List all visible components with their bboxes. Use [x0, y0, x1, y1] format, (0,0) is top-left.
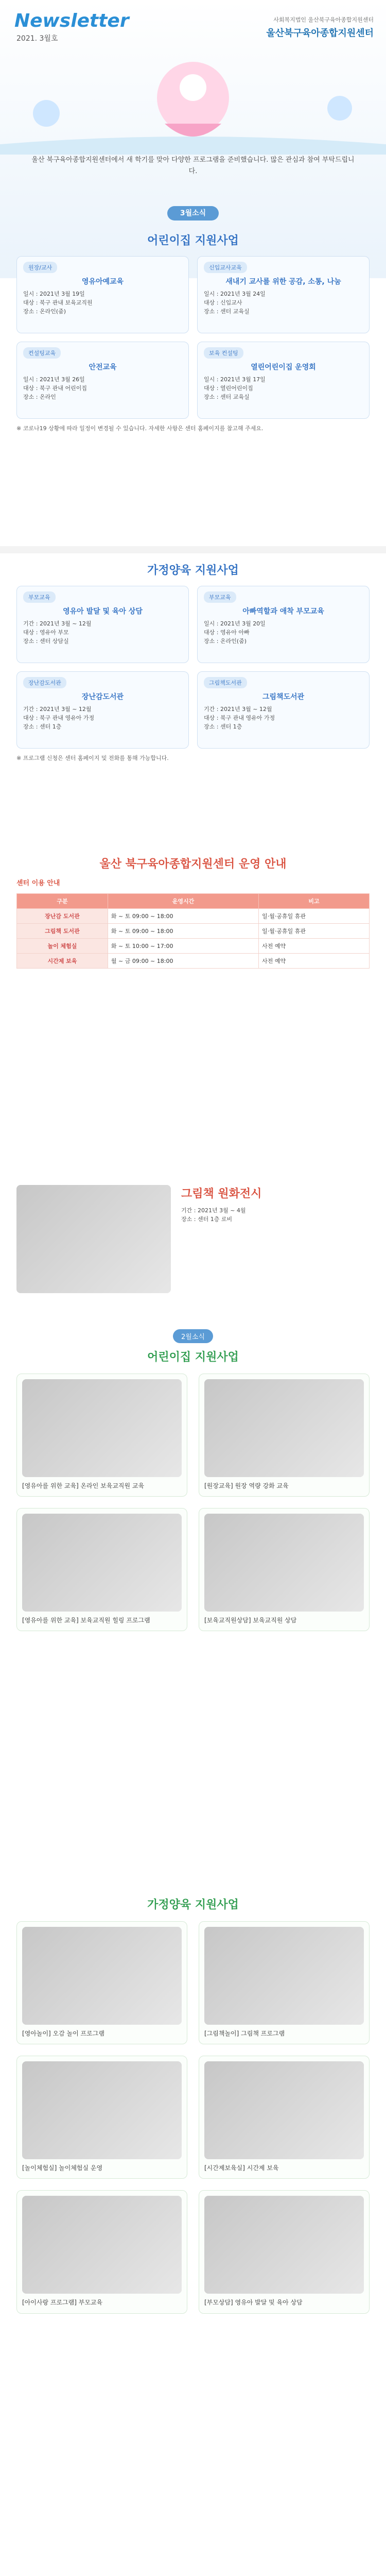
table-subtitle: 센터 이용 안내 [16, 879, 60, 887]
table-cell: 놀이 체험실 [17, 939, 108, 954]
photo-card [16, 2056, 187, 2179]
table-header: 운영시간 [108, 894, 258, 909]
table-row [17, 954, 370, 969]
section-daycare-support [0, 232, 386, 541]
org-top: 사회복지법인 울산북구육아종합지원센터 [273, 16, 374, 23]
table-cell: 일·월·공휴일 휴관 [259, 909, 370, 924]
card-line: 대상 : 영유아 부모 [23, 629, 69, 636]
program-card [16, 671, 189, 749]
card-line: 장소 : 온라인 [23, 394, 56, 401]
table-header: 비고 [259, 894, 370, 909]
program-card [197, 342, 370, 419]
photo-grid [0, 1921, 386, 2314]
card-grid [0, 586, 386, 749]
section-title: 그림책 원화전시 [181, 1188, 262, 1200]
divider [0, 546, 386, 553]
section-title: 어린이집 지원사업 [147, 1351, 239, 1364]
photo [22, 1379, 182, 1477]
card-line: 장소 : 센터 교육실 [204, 394, 250, 401]
table-cell: 화 ~ 토 09:00 ~ 18:00 [108, 924, 258, 939]
table-cell: 장난감 도서관 [17, 909, 108, 924]
section-feb-daycare [0, 1329, 386, 1875]
card-tag: 부모교육 [204, 591, 236, 603]
card-tag: 보육 컨설팅 [204, 347, 243, 359]
table-cell: 화 ~ 토 10:00 ~ 17:00 [108, 939, 258, 954]
program-card [16, 256, 189, 333]
brand-title: Newsletter [14, 10, 129, 31]
photo-caption: [부모상담] 영유아 발달 및 육아 상담 [204, 2299, 303, 2307]
card-line: 대상 : 열린어린이집 [204, 385, 253, 392]
photo [22, 1514, 182, 1612]
card-title: 새내기 교사를 위한 공감, 소통, 나눔 [225, 278, 341, 286]
table-header: 구분 [17, 894, 108, 909]
table-cell: 시간제 보육 [17, 954, 108, 969]
table-row [17, 924, 370, 939]
photo-card [16, 1374, 187, 1497]
table-row [17, 939, 370, 954]
card-line: 대상 : 북구 관내 어린이집 [23, 385, 87, 392]
section-home-care-support [0, 562, 386, 850]
section-title: 가정양육 지원사업 [147, 1899, 239, 1911]
photo [22, 1927, 182, 2025]
photo [22, 2196, 182, 2294]
photo-card [16, 2190, 187, 2313]
card-tag: 컨설팅교육 [23, 347, 61, 359]
exhibition-line: 장소 : 센터 1층 로비 [181, 1216, 233, 1223]
card-title: 영유아예교육 [81, 278, 124, 286]
card-grid [0, 256, 386, 419]
photo-card [16, 1921, 187, 2044]
card-line: 장소 : 센터 상담실 [23, 638, 69, 645]
hero-illustration [0, 52, 386, 155]
photo-caption: [시간제보육실] 시간제 보육 [204, 2164, 279, 2172]
exhibition-line: 기간 : 2021년 3월 ~ 4월 [181, 1207, 246, 1214]
card-line: 장소 : 온라인(줌) [204, 638, 247, 645]
program-card [197, 256, 370, 333]
card-tag: 신입교사교육 [204, 262, 247, 273]
card-title: 열린어린이집 운영회 [251, 363, 316, 371]
card-title: 장난감도서관 [81, 693, 124, 701]
card-line: 일시 : 2021년 3월 17일 [204, 376, 266, 383]
photo [204, 1379, 364, 1477]
card-line: 대상 : 북구 관내 보육교직원 [23, 299, 93, 307]
card-line: 장소 : 센터 교육실 [204, 308, 250, 315]
card-line: 장소 : 센터 1층 [204, 723, 242, 731]
card-tag: 그림책도서관 [204, 677, 247, 688]
intro-text: 울산 북구육아종합지원센터에서 새 학기를 맞아 다양한 프로그램을 준비했습니다. 많은 관심과 참여 부탁드립니다. [31, 156, 355, 176]
card-tag: 원장/교사 [23, 262, 57, 273]
photo-card [16, 1508, 187, 1631]
photo-caption: [보육교직원상담] 보육교직원 상담 [204, 1617, 297, 1624]
photo [204, 2061, 364, 2159]
card-line: 일시 : 2021년 3월 20일 [204, 620, 266, 627]
card-line: 장소 : 온라인(줌) [23, 308, 66, 315]
card-tag: 부모교육 [23, 591, 56, 603]
card-title: 영유아 발달 및 육아 상담 [63, 607, 143, 616]
card-title: 안전교육 [89, 363, 117, 371]
table-row [17, 909, 370, 924]
table-cell: 그림책 도서관 [17, 924, 108, 939]
month-badge: 2월소식 [173, 1329, 213, 1343]
photo-grid [0, 1374, 386, 1631]
card-title: 아빠역할과 애착 부모교육 [242, 607, 324, 616]
table-cell: 사전 예약 [259, 939, 370, 954]
section-note: ※ 코로나19 상황에 따라 일정이 변경될 수 있습니다. 자세한 사항은 센터 홈페이지를 참고해 주세요. [16, 425, 264, 432]
program-card [197, 586, 370, 663]
card-line: 대상 : 북구 관내 영유아 가정 [23, 715, 95, 722]
table-cell: 화 ~ 토 09:00 ~ 18:00 [108, 909, 258, 924]
card-line: 기간 : 2021년 3월 ~ 12월 [204, 706, 272, 713]
section-title: 울산 북구육아종합지원센터 운영 안내 [99, 858, 287, 871]
program-card [16, 586, 189, 663]
card-line: 기간 : 2021년 3월 ~ 12월 [23, 620, 92, 627]
operation-table [0, 893, 386, 969]
exhibition-photo [16, 1185, 171, 1293]
photo-caption: [영유아를 위한 교육] 온라인 보육교직원 교육 [22, 1482, 145, 1489]
photo [204, 1514, 364, 1612]
card-line: 일시 : 2021년 3월 19일 [23, 291, 85, 297]
card-line: 대상 : 신입교사 [204, 299, 242, 307]
photo-caption: [영아놀이] 오감 놀이 프로그램 [22, 2030, 104, 2037]
org-block [266, 15, 374, 39]
card-line: 일시 : 2021년 3월 24일 [204, 291, 266, 297]
photo-card [199, 1508, 370, 1631]
photo-caption: [놀이체험실] 놀이체험실 운영 [22, 2164, 103, 2172]
section-exhibition [0, 1185, 386, 1314]
section-title: 어린이집 지원사업 [147, 234, 239, 247]
photo-card [199, 2056, 370, 2179]
section-note: ※ 프로그램 신청은 센터 홈페이지 및 전화를 통해 가능합니다. [16, 755, 169, 761]
table-cell: 월 ~ 금 09:00 ~ 18:00 [108, 954, 258, 969]
card-tag: 장난감도서관 [23, 677, 66, 688]
card-line: 장소 : 센터 1층 [23, 723, 62, 731]
table-cell: 일·월·공휴일 휴관 [259, 924, 370, 939]
card-line: 대상 : 북구 관내 영유아 가정 [204, 715, 275, 722]
photo-card [199, 1921, 370, 2044]
photo [204, 2196, 364, 2294]
card-line: 기간 : 2021년 3월 ~ 12월 [23, 706, 92, 713]
issue-label: 2021. 3월호 [16, 35, 58, 43]
photo-card [199, 2190, 370, 2313]
section-operation-guide [0, 855, 386, 1175]
photo-caption: [그림책놀이] 그림책 프로그램 [204, 2030, 285, 2037]
table-cell: 사전 예약 [259, 954, 370, 969]
photo [22, 2061, 182, 2159]
program-card [197, 671, 370, 749]
program-card [16, 342, 189, 419]
org-name: 울산북구육아종합지원센터 [266, 28, 374, 39]
card-line: 일시 : 2021년 3월 26일 [23, 376, 85, 383]
photo-caption: [아이사랑 프로그램] 부모교육 [22, 2299, 103, 2307]
photo-caption: [영유아를 위한 교육] 보육교직원 힐링 프로그램 [22, 1617, 150, 1624]
month-badge: 3월소식 [167, 206, 219, 221]
card-title: 그림책도서관 [262, 693, 305, 701]
card-line: 대상 : 영유아 아빠 [204, 629, 250, 636]
section-title: 가정양육 지원사업 [147, 564, 239, 577]
photo [204, 1927, 364, 2025]
photo-card [199, 1374, 370, 1497]
section-feb-home-care [0, 1896, 386, 2576]
photo-caption: [원장교육] 원장 역량 강화 교육 [204, 1482, 289, 1489]
